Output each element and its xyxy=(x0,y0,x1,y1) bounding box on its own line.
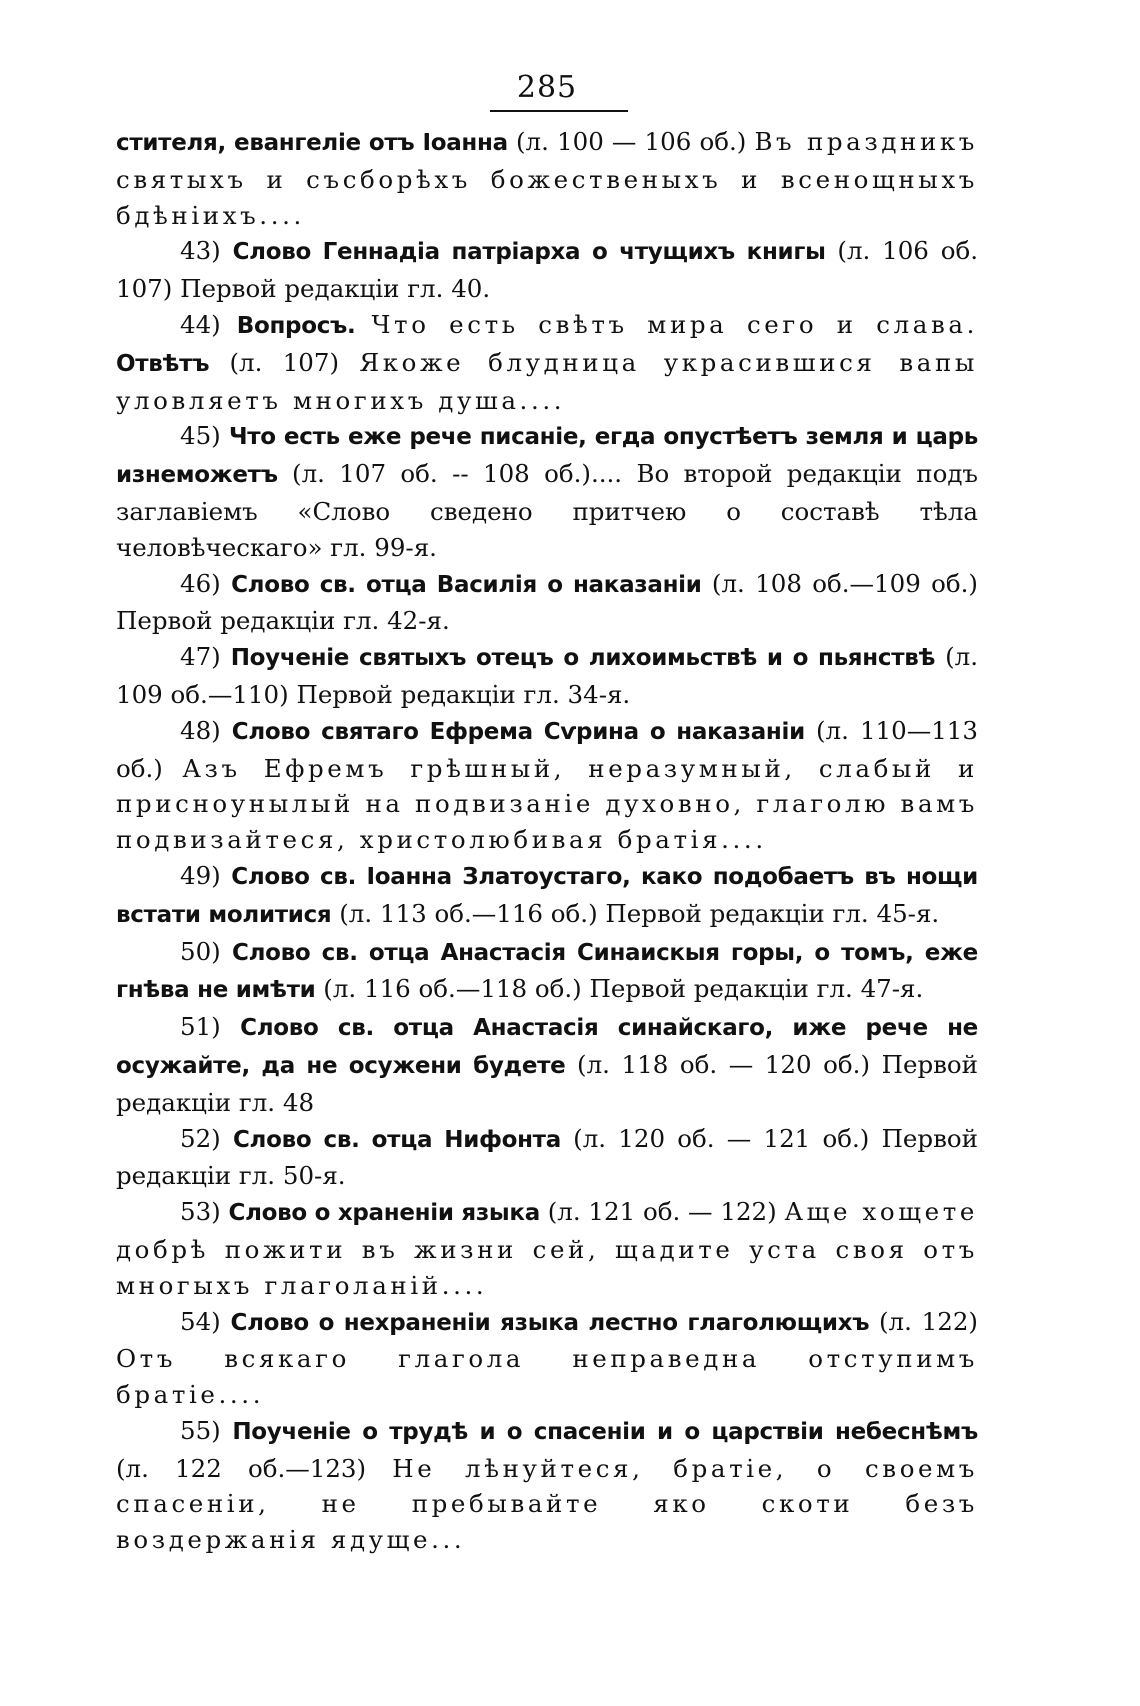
entry-reference: (л. 110—113 об.) xyxy=(116,715,978,783)
entry-54 xyxy=(116,1304,978,1413)
entry-48 xyxy=(116,713,978,858)
entry-reference: (л. 113 об.—116 об.) Первой редакцiи гл. 45-я. xyxy=(331,898,940,928)
entry-title: Слово св. отца Нифонта xyxy=(232,1126,561,1153)
entry-51 xyxy=(116,1009,978,1120)
entry-incipit: Что есть свѣтъ мира сего и слава. xyxy=(371,309,978,339)
entry-incipit: Отъ всякаго глагола неправедна отступимъ братiе.... xyxy=(116,1344,978,1410)
entry-incipit-answer: Якоже блудница украсившися вапы уловляетъ многихъ душа.... xyxy=(116,347,978,415)
entry-47 xyxy=(116,639,978,713)
entry-title: Поученiе святыхъ отецъ о лихоимьствѣ и о пьянствѣ xyxy=(230,645,936,672)
entry-number: 46) xyxy=(180,568,232,598)
entry-44 xyxy=(116,307,978,418)
entry-reference: (л. 116 об.—118 об.) Первой редакцiи гл. 47-я. xyxy=(315,974,924,1004)
entry-reference: (л. 121 об. — 122) xyxy=(539,1197,785,1227)
entry-55 xyxy=(116,1413,978,1558)
entry-number: 53) xyxy=(180,1197,229,1227)
entry-title: Слово св. отца Анастасiя синайскаго, иже рече не осужайте, да не осужени будете xyxy=(116,1015,978,1079)
entry-reference: (л. 107 об. -- 108 об.).... Во второй редакцiи подъ заглавiемъ «Слово сведено притчею о составѣ тѣла человѣческаго» гл. 99-я. xyxy=(116,459,978,562)
entry-45 xyxy=(116,418,978,565)
entry-title: Слово о храненiи языка xyxy=(228,1200,540,1227)
page xyxy=(116,70,978,1558)
entry-title-answer: Отвѣтъ xyxy=(116,350,210,377)
entry-number: 47) xyxy=(180,642,231,672)
entry-52 xyxy=(116,1121,978,1195)
entry-reference: (л. 122) xyxy=(869,1306,978,1336)
page-number-rule xyxy=(490,110,628,112)
entry-title: Слово Геннадiа патрiарха о чтущихъ книгы xyxy=(232,239,826,266)
entry-reference: (л. 122 об.—123) xyxy=(116,1453,393,1483)
entry-number: 43) xyxy=(180,236,233,266)
entry-separator xyxy=(355,310,371,339)
entry-incipit: Азъ Ефремъ грѣшный, неразумный, слабый и присноунылый на подвизанiе духовно, глаголю вамъ подвизайтеся, христолюбивая братiя.... xyxy=(116,753,978,855)
entry-title: Слово святаго Ефрема Сѵрина о наказанiи xyxy=(231,718,805,745)
entry-number: 48) xyxy=(180,715,232,745)
entry-reference: (л. 100 — 106 об.) xyxy=(507,127,755,156)
entry-reference: (л. 120 об. — 121 об.) Первой редакцiи гл. 50-я. xyxy=(116,1123,978,1191)
entry-incipit: Не лѣнуйтеся, братiе, о своемъ спасенiи, не пребывайте яко скоти безъ воздержанiя ядуще... xyxy=(116,1453,978,1555)
entry-reference: (л. 109 об.—110) Первой редакцiи гл. 34-я. xyxy=(116,642,978,709)
entry-reference: (л. 106 об. 107) Первой редакцiи гл. 40. xyxy=(116,236,978,304)
entry-number: 50) xyxy=(180,936,233,966)
entry-title: Поученiе о трудѣ и о спасенiи и о царствiи небеснѣмъ xyxy=(232,1418,978,1445)
entry-number: 55) xyxy=(180,1415,233,1445)
entry-49 xyxy=(116,858,978,934)
entry-number: 49) xyxy=(180,860,232,890)
entry-50 xyxy=(116,934,978,1010)
entry-reference: (л. 107) xyxy=(209,347,360,377)
entry-number: 51) xyxy=(180,1012,241,1042)
entry-number: 52) xyxy=(180,1123,233,1153)
entry-43 xyxy=(116,233,978,307)
entry-continuation xyxy=(116,124,978,233)
entry-46 xyxy=(116,566,978,640)
entry-title: стителя, евангелiе отъ Iоанна xyxy=(116,130,508,156)
entry-title: Что есть еже рече писанiе, егда опустѣетъ земля и царь изнеможетъ xyxy=(116,424,978,489)
entry-title: Слово св. отца Василiя о наказанiи xyxy=(231,571,702,598)
entry-title: Слово св. Iоанна Златоустаго, како подобаетъ въ нощи встати молитися xyxy=(116,863,978,928)
page-number: 285 xyxy=(516,70,578,105)
entry-number: 45) xyxy=(180,421,229,451)
entry-title: Слово о нехраненiи языка лестно глаголющихъ xyxy=(230,1309,870,1336)
entry-incipit: Въ праздникъ святыхъ и съсборѣхъ божественыхъ и всенощныхъ бдѣнiихъ.... xyxy=(116,127,978,230)
entry-title: Слово св. отца Анастасiя Синаискыя горы, о томъ, еже гнѣва не имѣти xyxy=(116,939,978,1004)
entry-incipit: Аще хощете добрѣ пожити въ жизни сей, щадите уста своя отъ многыхъ глаголанiй.... xyxy=(116,1197,978,1300)
entry-number: 54) xyxy=(180,1306,231,1336)
entry-number: 44) xyxy=(180,309,237,339)
entry-reference: (л. 108 об.—109 об.) Первой редакцiи гл. 42-я. xyxy=(116,568,978,636)
entry-reference: (л. 118 об. — 120 об.) Первой редакцiи гл. 48 xyxy=(116,1049,978,1117)
entry-title: Вопросъ. xyxy=(236,312,356,339)
entry-53 xyxy=(116,1194,978,1303)
